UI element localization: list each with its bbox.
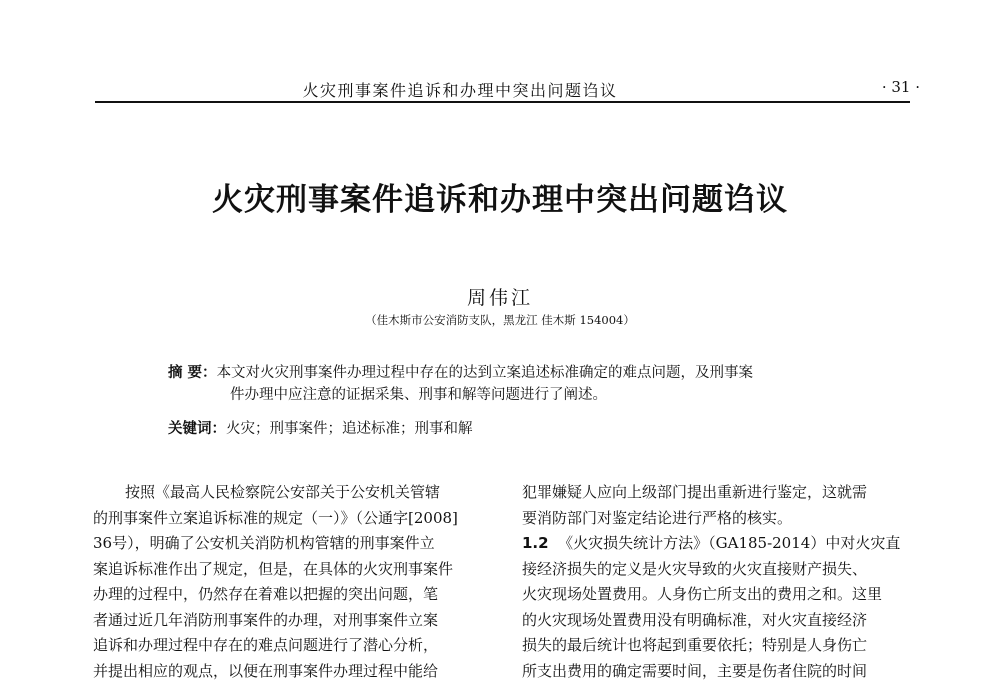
keywords-label: 关键词：: [168, 421, 226, 437]
body-line: 的火灾现场处置费用没有明确标准，对火灾直接经济: [522, 610, 868, 629]
abstract: [168, 362, 848, 406]
body-line: 接经济损失的定义是火灾导致的火灾直接财产损失、: [522, 559, 868, 578]
body-line: 的刑事案件立案追诉标准的规定（一）》（公通字[2008]: [93, 508, 458, 527]
body-line: 所支出费用的确定需要时间，主要是伤者住院的时间: [522, 661, 868, 680]
abstract-line: [168, 362, 848, 384]
section-text: 《火灾损失统计方法》（GA185-2014）中对火灾直: [558, 534, 901, 552]
page-number: · 31 ·: [881, 78, 920, 96]
author-affiliation: （佳木斯市公安消防支队，黑龙江 佳木斯 154004）: [365, 313, 635, 327]
keywords-text: 火灾；刑事案件；追述标准；刑事和解: [226, 421, 473, 437]
body-line: 按照《最高人民检察院公安部关于公安机关管辖: [125, 483, 441, 501]
body-column-right: [522, 480, 922, 684]
keywords: [168, 417, 848, 438]
article-title: 火灾刑事案件追诉和办理中突出问题诌议: [212, 182, 788, 218]
author-name: 周伟江: [466, 287, 533, 309]
header-rule: [95, 101, 910, 103]
body-column-left: [93, 480, 493, 684]
body-line: 犯罪嫌疑人应向上级部门提出重新进行鉴定，这就需: [522, 483, 868, 501]
body-line: [522, 531, 922, 557]
section-number: 1.2: [522, 534, 549, 552]
running-header-title: 火灾刑事案件追诉和办理中突出问题诌议: [302, 81, 618, 100]
body-line: 要消防部门对鉴定结论进行严格的核实。: [522, 508, 793, 527]
body-line: 损失的最后统计也将起到重要依托；特别是人身伤亡: [522, 636, 868, 654]
body-line: 者通过近几年消防刑事案件的办理，对刑事案件立案: [93, 610, 439, 629]
body-line: 办理的过程中，仍然存在着难以把握的突出问题，笔: [93, 585, 439, 603]
abstract-label: 摘 要：: [168, 365, 217, 381]
body-line: 案追诉标准作出了规定，但是，在具体的火灾刑事案件: [93, 559, 454, 578]
body-line: 火灾现场处置费用。人身伤亡所支出的费用之和。这里: [522, 585, 883, 603]
body-line: 36号），明确了公安机关消防机构管辖的刑事案件立: [93, 534, 435, 552]
body-line: 追诉和办理过程中存在的难点问题进行了潜心分析，: [93, 636, 439, 654]
body-line: 并提出相应的观点，以便在刑事案件办理过程中能给: [93, 661, 439, 680]
abstract-line: 件办理中应注意的证据采集、刑事和解等问题进行了阐述。: [230, 387, 607, 403]
abstract-text: 本文对火灾刑事案件办理过程中存在的达到立案追述标准确定的难点问题，及刑事案: [216, 365, 754, 381]
